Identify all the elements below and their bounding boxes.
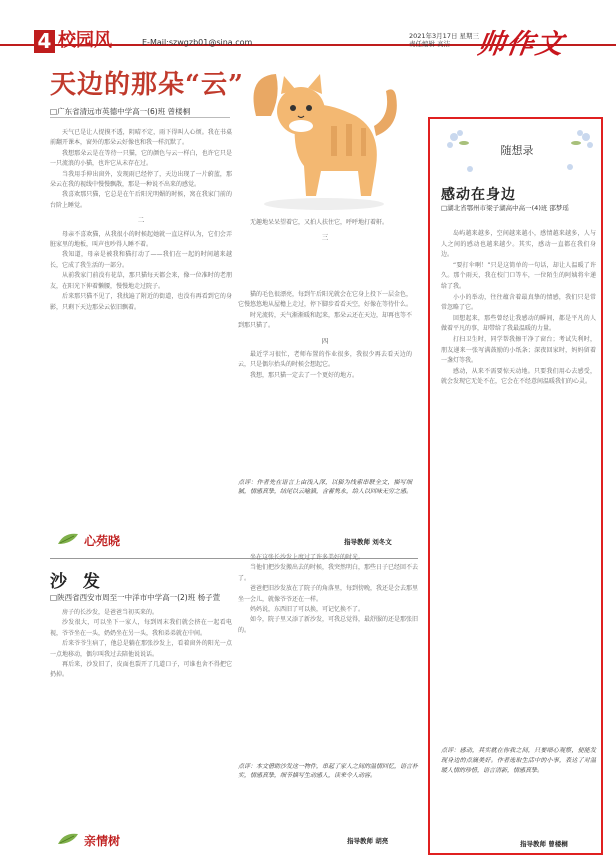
paragraph: 沙发很大，可以坐下一家人，每到周末我们就会挤在一起看电视，爷爷坐在一头，奶奶坐在另一头，我和弟弟就在中间。 — [50, 619, 232, 637]
paragraph: 时光流转，天气渐渐暖和起来，那朵云还在天边，却再也等不到那只猫了。 — [238, 311, 412, 330]
paragraph: 再后来，沙发旧了，皮面也裂开了几道口子，可谁也舍不得把它扔掉。 — [50, 661, 232, 679]
paragraph: 当他们把沙发搬出去的时候，我突然明白，那些日子已经回不去了。 — [238, 564, 418, 582]
paragraph: 小小的举动，往往蕴含着最真挚的情感，我们只是常常忽略了它。 — [441, 293, 596, 312]
paragraph: 岛屿越来越多，空间越来越小，感情越来越多，人与人之间的感动也越来越少。其实，感动一直都在我们身边。 — [441, 230, 596, 259]
paragraph: 后来爷爷生病了，他总是躺在那张沙发上，看着窗外的阳光一点一点地移动，偶尔叫我过去陪他说说话。 — [50, 640, 232, 658]
paragraph: 回想起来，那些曾经让我感动的瞬间，都是平凡的人做着平凡的事，却带给了我最温暖的力量。 — [441, 314, 596, 333]
paragraph: 从前我家门前没有花草，那只猫每天都会来，像一位准时的老朋友，在阳光下伸着懒腰，慢慢地走过院子。 — [50, 272, 232, 290]
paragraph: 母亲不喜欢猫，从我很小的时候起她就一直这样认为，它们会弄脏家里的地板，叫声也吵得人睡不着。 — [50, 230, 232, 249]
article1-column3 — [238, 290, 412, 480]
divider — [50, 117, 230, 118]
article2-signature: 指导教师 胡亮 — [347, 837, 389, 845]
article1-comment: 点评：作者先在语言上由浅入深，以猫为线索串联全文，描写细腻，情感真挚，结尾以云喻猫，含蓄隽永，给人以回味无穷之感。 — [238, 479, 413, 496]
paragraph: 如今，院子里又添了新沙发，可我总觉得，最舒服的还是那张旧的。 — [238, 616, 418, 634]
header-date: 2021年3月17日 星期三 — [409, 32, 480, 40]
column-tag: 随想录 — [482, 140, 552, 162]
paragraph: 天气已是让人捉摸不透，阴晴不定，雨下得叫人心烦。我在书桌前翻开课本，窗外的那朵云好像也和我一样沉默了。 — [50, 129, 232, 147]
column-label: 亲情树 — [84, 834, 121, 848]
paragraph: 无趣地呆呆望着它，又拍人扶住它，呼呼地打着鼾。 — [250, 219, 389, 226]
section-number: 二 — [137, 216, 145, 225]
column-label: 心苑晓 — [84, 534, 121, 548]
paragraph: 我想那朵云是在等待一只猫，它的颜色与云一样白，也许它只是一只流浪的小猫，也许它从未存在过。 — [50, 149, 232, 168]
paragraph: 坐在这张长沙发上度过了许多美好的时光。 — [250, 554, 365, 561]
section-number: 三 — [321, 233, 329, 242]
article2-column1 — [50, 608, 232, 830]
paragraph: 妈妈说，东西旧了可以换，可记忆换不了。 — [250, 606, 365, 614]
paragraph: “要打伞啊！”只是这简单的一句话，却让人温暖了许久。那个雨天，我在校门口等车，一位陌生的阿姨将伞递给了我。 — [441, 261, 596, 290]
article1-column1 — [50, 128, 232, 526]
article3-byline: □湖北省鄂州市梁子湖高中高一(4)班 邵梦瑶 — [441, 204, 569, 212]
article2-byline: □陕西省西安市周至一中洋市中学高一(2)班 杨子萱 — [50, 593, 221, 602]
header-editor: 责任编辑 高洁 — [409, 40, 451, 48]
brand-logo: 帅作文 — [475, 29, 567, 60]
cat-illustration — [236, 56, 412, 214]
header-email: E-Mail:szwgzb01@sina.com — [142, 38, 253, 47]
section-title: 校园风 — [58, 30, 112, 51]
article1-title: 天边的那朵“云” — [50, 70, 244, 100]
article2-title: 沙 发 — [50, 572, 105, 592]
paragraph: 我想，那只猫一定去了一个更好的地方。 — [250, 371, 359, 379]
paragraph: 感动，从来不需要惊天动地。只要我们用心去感受，就会发现它无处不在，它会在不经意间温暖我们的心灵。 — [441, 367, 596, 386]
paragraph: 最近学习很忙，老师布置的作业很多，我很少再去看天边的云，只是偶尔抬头的时候会想起它。 — [238, 351, 412, 369]
article2-column2 — [238, 553, 418, 753]
leaf-icon — [56, 530, 82, 546]
page-header — [0, 0, 616, 60]
paragraph: 打扫卫生时，同学帮我擦干净了窗台；考试失利时，朋友递来一张写满鼓励的小纸条；深夜回家时，妈妈留着一盏灯等我。 — [441, 335, 596, 365]
article1-byline: □广东省清远市英德中学高一(6)班 曾楼桐 — [50, 107, 191, 116]
leaf-icon — [56, 830, 82, 846]
article3-signature: 指导教师 曾楼桐 — [520, 840, 568, 848]
article3-comment: 点评：感动，其实就在你我之间，只要细心观察，便能发现身边的点滴美好。作者选取生活中的小事，表达了对温暖人情的珍惜，语言清新，情感真挚。 — [441, 747, 596, 774]
page-number: 4 — [34, 30, 55, 53]
paragraph: 猫的毛色很漂亮，每到午后阳光就会在它身上投下一层金色，它慢悠悠地从屋檐上走过，停下脚步看看天空，好像在等待什么。 — [238, 291, 412, 309]
section-number: 四 — [321, 336, 329, 345]
paragraph: 后来那只猫不见了，我找遍了附近的街道，也没有再看到它的身影，只剩下天边那朵云依旧飘着。 — [50, 293, 232, 311]
article3-body — [441, 229, 596, 734]
article1-column2 — [238, 218, 412, 288]
paragraph: 我喜欢那只猫，它总是在午后阳光明媚的时候，窝在我家门前的台阶上睡觉。 — [50, 191, 232, 209]
paragraph: 爸爸把旧沙发放在了院子的角落里，每到傍晚，我还是会去那里坐一会儿，就像爷爷还在一样。 — [238, 585, 418, 603]
paragraph: 我知道，母亲是被我和猫打动了——我们在一起的时间越来越长，它成了我生活的一部分。 — [50, 251, 232, 269]
article2-comment: 点评：本文借助沙发这一物件，串起了家人之间的温情回忆，语言朴实，情感真挚，细节描写生动感人，读来令人动容。 — [238, 763, 419, 780]
article1-signature: 指导教师 刘冬文 — [344, 538, 392, 546]
article3-title: 感动在身边 — [441, 187, 516, 203]
paragraph: 房子的长沙发，是爸爸当初买来的。 — [62, 609, 159, 616]
paragraph: 当我用手伸出窗外，发现雨已经停了，天边出现了一片蔚蓝，那朵云在我的视线中慢慢飘散，那是一种说不出来的感觉。 — [50, 170, 232, 189]
